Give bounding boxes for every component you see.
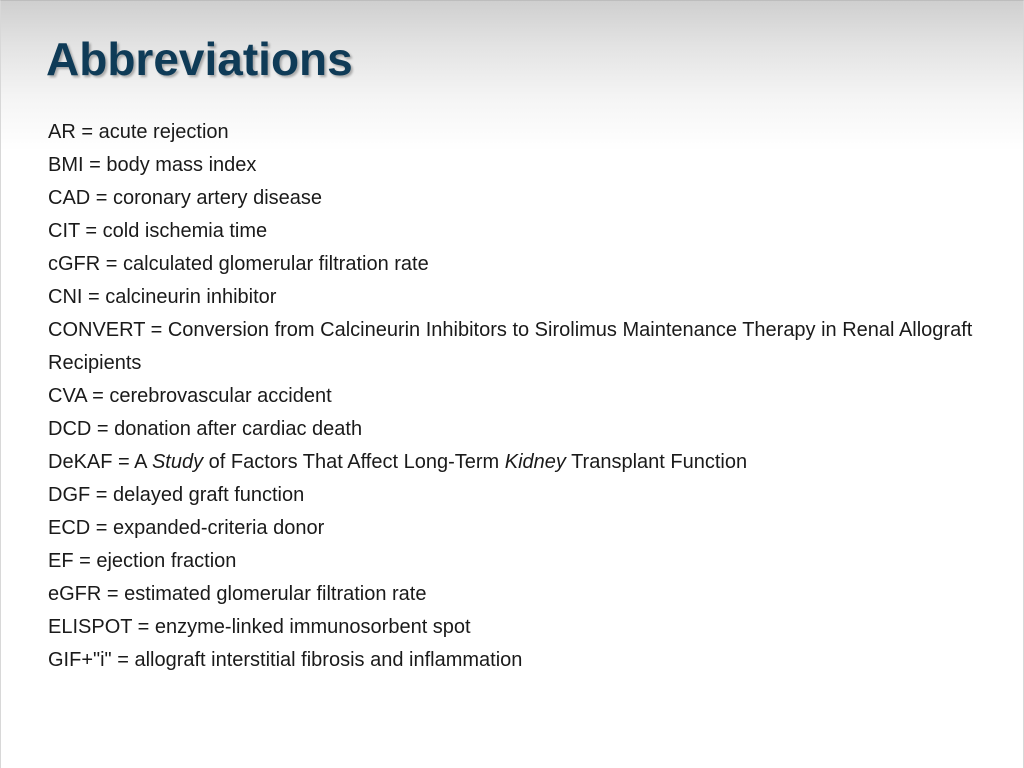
abbreviation-item: CNI = calcineurin inhibitor [48, 286, 277, 308]
dekaf-part-3: of Factors That Affect Long-Term [203, 451, 505, 473]
abbreviation-list [48, 119, 988, 680]
abbreviation-item: EF = ejection fraction [48, 550, 237, 572]
dekaf-italic-study: Study [151, 451, 204, 473]
abbreviation-item: ECD = expanded-criteria donor [48, 517, 325, 539]
slide-title: Abbreviations [46, 33, 353, 85]
abbreviation-item-dekaf [48, 449, 988, 476]
abbreviation-item: Recipients [48, 352, 142, 374]
abbreviation-item: BMI = body mass index [48, 154, 257, 176]
dekaf-part-5: Transplant Function [565, 451, 748, 473]
abbreviation-item: CIT = cold ischemia time [48, 220, 268, 242]
abbreviation-item: AR = acute rejection [48, 121, 229, 143]
abbreviation-item: cGFR = calculated glomerular filtration rate [48, 253, 429, 275]
abbreviation-item: ELISPOT = enzyme-linked immunosorbent spot [48, 616, 471, 638]
abbreviation-item: GIF+"i" = allograft interstitial fibrosis and inflammation [48, 649, 523, 671]
dekaf-italic-kidney: Kidney [504, 451, 566, 473]
abbreviation-item: CVA = cerebrovascular accident [48, 385, 332, 407]
abbreviation-item: DCD = donation after cardiac death [48, 418, 363, 440]
abbreviation-item: DGF = delayed graft function [48, 484, 305, 506]
dekaf-part-1: DeKAF = A [48, 451, 152, 473]
abbreviation-item: CONVERT = Conversion from Calcineurin Inhibitors to Sirolimus Maintenance Therapy in Renal Allograft [48, 319, 973, 341]
abbreviation-item: eGFR = estimated glomerular filtration rate [48, 583, 427, 605]
abbreviation-item: CAD = coronary artery disease [48, 187, 323, 209]
